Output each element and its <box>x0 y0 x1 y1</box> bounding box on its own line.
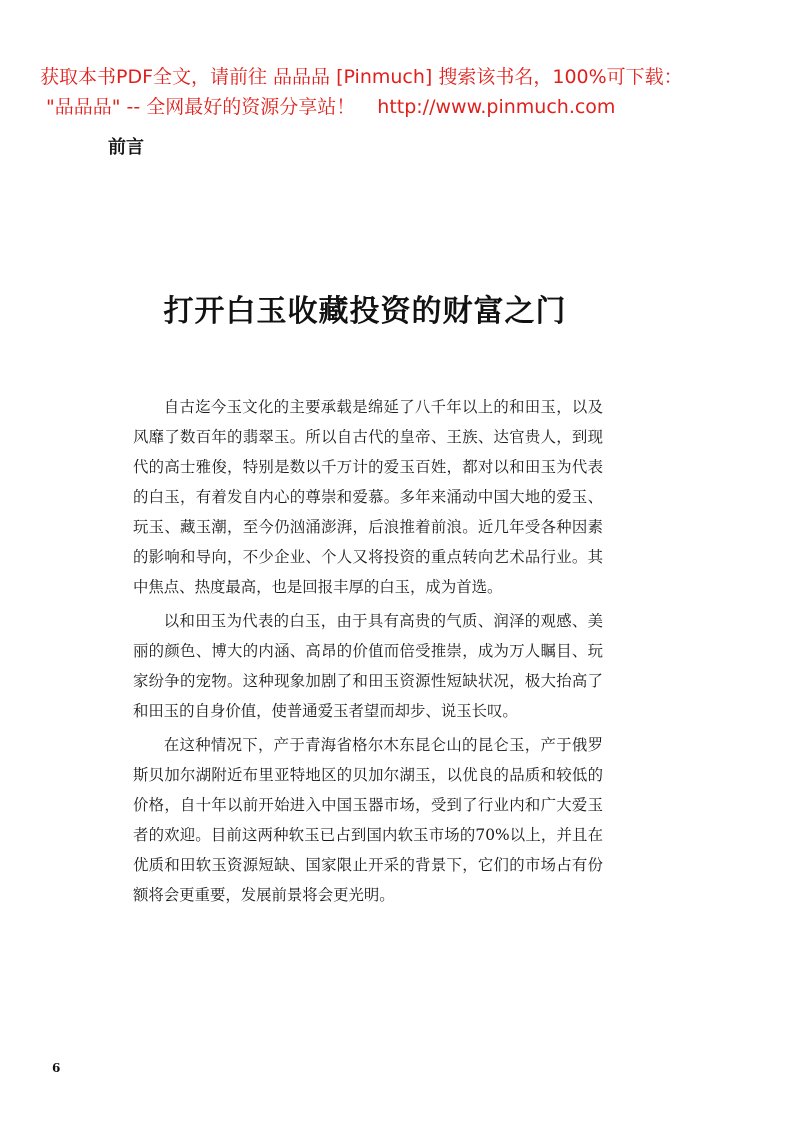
banner-slogan: "品品品" -- 全网最好的资源分享站！ <box>46 96 356 118</box>
banner-line-1: 获取本书PDF全文，请前往 品品品 [Pinmuch] 搜索该书名，100%可下载： <box>40 66 683 88</box>
section-label: 前言 <box>108 137 144 158</box>
paragraph: 在这种情况下，产于青海省格尔木东昆仑山的昆仑玉，产于俄罗斯贝加尔湖附近布里亚特地区的贝加尔湖玉，以优良的品质和较低的价格，自十年以前开始进入中国玉器市场，受到了行业内和广大爱玉者的欢迎。目前这两种软玉已占到国内软玉市场的70%以上，并且在优质和田软玉资源短缺、国家限止开采的背景下，它们的市场占有份额将会更重要，发展前景将会更光明。 <box>133 736 603 904</box>
page-title: 打开白玉收藏投资的财富之门 <box>163 294 567 329</box>
body-text <box>133 392 603 914</box>
paragraph: 以和田玉为代表的白玉，由于具有高贵的气质、润泽的观感、美丽的颜色、博大的内涵、高昂的价值而倍受推崇，成为万人瞩目、玩家纷争的宠物。这种现象加剧了和田玉资源性短缺状况，极大抬高了和田玉的自身价值，使普通爱玉者望而却步、说玉长叹。 <box>133 612 603 720</box>
paragraph: 自古迄今玉文化的主要承载是绵延了八千年以上的和田玉，以及风靡了数百年的翡翠玉。所以自古代的皇帝、王族、达官贵人，到现代的高士雅俊，特别是数以千万计的爱玉百姓，都对以和田玉为代表的白玉，有着发自内心的尊崇和爱慕。多年来涌动中国大地的爱玉、玩玉、藏玉潮，至今仍汹涌澎湃，后浪推着前浪。近几年受各种因素的影响和导向，不少企业、个人又将投资的重点转向艺术品行业。其中焦点、热度最高，也是回报丰厚的白玉，成为首选。 <box>133 398 603 596</box>
banner-url-link[interactable]: http://www.pinmuch.com <box>377 96 616 118</box>
banner-line-2 <box>46 92 615 122</box>
page-number: 6 <box>52 1061 61 1075</box>
